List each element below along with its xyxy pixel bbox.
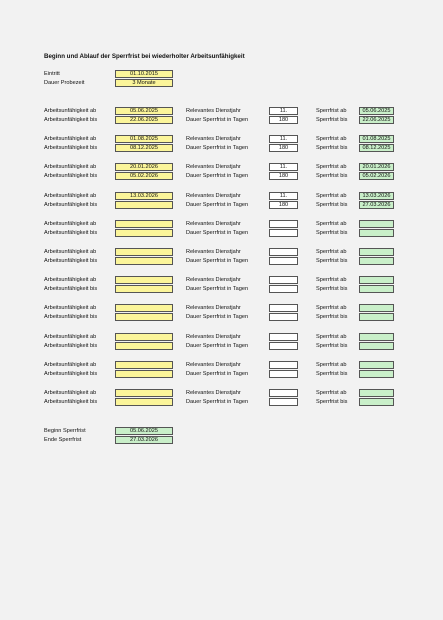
sperrfrist-bis-value: 22.06.2025 bbox=[359, 116, 394, 124]
au-ab-field[interactable] bbox=[115, 276, 173, 284]
sperrfrist-ab-label: Sperrfrist ab bbox=[316, 362, 347, 368]
sperrfrist-bis-value bbox=[359, 370, 394, 378]
sperrfrist-bis-label: Sperrfrist bis bbox=[316, 145, 348, 151]
sperrfrist-bis-label: Sperrfrist bis bbox=[316, 314, 348, 320]
sperrfrist-bis-value bbox=[359, 313, 394, 321]
dauer-value bbox=[269, 313, 298, 321]
au-bis-field[interactable]: 08.12.2025 bbox=[115, 144, 173, 152]
au-ab-field[interactable] bbox=[115, 389, 173, 397]
au-ab-field[interactable] bbox=[115, 248, 173, 256]
sperrfrist-ab-value bbox=[359, 304, 394, 312]
au-ab-label: Arbeitsunfähigkeit ab bbox=[44, 136, 97, 142]
au-ab-field[interactable]: 13.03.2026 bbox=[115, 192, 173, 200]
au-bis-field[interactable] bbox=[115, 398, 173, 406]
sperrfrist-ab-label: Sperrfrist ab bbox=[316, 249, 347, 255]
au-bis-field[interactable] bbox=[115, 342, 173, 350]
dauer-value: 180 bbox=[269, 201, 298, 209]
dauer-label: Dauer Sperrfrist in Tagen bbox=[186, 314, 249, 320]
sperrfrist-bis-value bbox=[359, 257, 394, 265]
sperrfrist-bis-label: Sperrfrist bis bbox=[316, 343, 348, 349]
dienstjahr-label: Relevantes Dienstjahr bbox=[186, 193, 241, 199]
dienstjahr-label: Relevantes Dienstjahr bbox=[186, 362, 241, 368]
sperrfrist-ab-value bbox=[359, 220, 394, 228]
dauer-label: Dauer Sperrfrist in Tagen bbox=[186, 145, 249, 151]
au-ab-label: Arbeitsunfähigkeit ab bbox=[44, 390, 97, 396]
au-bis-label: Arbeitsunfähigkeit bis bbox=[44, 230, 98, 236]
au-bis-field[interactable] bbox=[115, 201, 173, 209]
page-title: Beginn und Ablauf der Sperrfrist bei wiederholter Arbeitsunfähigkeit bbox=[44, 53, 245, 60]
au-bis-field[interactable]: 05.02.2026 bbox=[115, 172, 173, 180]
au-bis-field[interactable] bbox=[115, 313, 173, 321]
au-bis-label: Arbeitsunfähigkeit bis bbox=[44, 371, 98, 377]
au-ab-label: Arbeitsunfähigkeit ab bbox=[44, 193, 97, 199]
au-bis-label: Arbeitsunfähigkeit bis bbox=[44, 343, 98, 349]
dienstjahr-value bbox=[269, 333, 298, 341]
dienstjahr-label: Relevantes Dienstjahr bbox=[186, 136, 241, 142]
au-ab-field[interactable]: 01.08.2025 bbox=[115, 135, 173, 143]
au-ab-label: Arbeitsunfähigkeit ab bbox=[44, 164, 97, 170]
au-bis-field[interactable] bbox=[115, 257, 173, 265]
sperrfrist-ab-value bbox=[359, 276, 394, 284]
dauer-label: Dauer Sperrfrist in Tagen bbox=[186, 371, 249, 377]
au-bis-label: Arbeitsunfähigkeit bis bbox=[44, 286, 98, 292]
sperrfrist-ab-label: Sperrfrist ab bbox=[316, 221, 347, 227]
sperrfrist-ab-label: Sperrfrist ab bbox=[316, 277, 347, 283]
dienstjahr-value bbox=[269, 304, 298, 312]
beginn-sperrfrist-label: Beginn Sperrfrist bbox=[44, 428, 86, 434]
dauer-value bbox=[269, 398, 298, 406]
dienstjahr-label: Relevantes Dienstjahr bbox=[186, 108, 241, 114]
au-bis-label: Arbeitsunfähigkeit bis bbox=[44, 314, 98, 320]
sperrfrist-bis-value bbox=[359, 285, 394, 293]
sperrfrist-ab-value bbox=[359, 248, 394, 256]
au-bis-label: Arbeitsunfähigkeit bis bbox=[44, 258, 98, 264]
sperrfrist-ab-value bbox=[359, 333, 394, 341]
dienstjahr-value: 11. bbox=[269, 192, 298, 200]
probezeit-field[interactable]: 3 Monate bbox=[115, 79, 173, 87]
dienstjahr-label: Relevantes Dienstjahr bbox=[186, 305, 241, 311]
au-ab-label: Arbeitsunfähigkeit ab bbox=[44, 249, 97, 255]
dauer-value bbox=[269, 257, 298, 265]
sperrfrist-bis-label: Sperrfrist bis bbox=[316, 117, 348, 123]
dauer-label: Dauer Sperrfrist in Tagen bbox=[186, 173, 249, 179]
sperrfrist-bis-value: 27.03.2026 bbox=[359, 201, 394, 209]
dauer-label: Dauer Sperrfrist in Tagen bbox=[186, 286, 249, 292]
sperrfrist-ab-value bbox=[359, 389, 394, 397]
dauer-value: 180 bbox=[269, 144, 298, 152]
au-ab-field[interactable]: 05.06.2025 bbox=[115, 107, 173, 115]
sperrfrist-ab-label: Sperrfrist ab bbox=[316, 334, 347, 340]
sperrfrist-bis-label: Sperrfrist bis bbox=[316, 202, 348, 208]
sperrfrist-bis-value bbox=[359, 398, 394, 406]
ende-sperrfrist-value: 27.03.2026 bbox=[115, 436, 173, 444]
sperrfrist-ab-value: 05.06.2025 bbox=[359, 107, 394, 115]
au-bis-field[interactable]: 22.06.2025 bbox=[115, 116, 173, 124]
dauer-label: Dauer Sperrfrist in Tagen bbox=[186, 230, 249, 236]
au-bis-field[interactable] bbox=[115, 370, 173, 378]
sperrfrist-ab-label: Sperrfrist ab bbox=[316, 164, 347, 170]
sperrfrist-ab-value: 01.08.2025 bbox=[359, 135, 394, 143]
au-bis-label: Arbeitsunfähigkeit bis bbox=[44, 173, 98, 179]
dienstjahr-label: Relevantes Dienstjahr bbox=[186, 390, 241, 396]
sperrfrist-ab-label: Sperrfrist ab bbox=[316, 108, 347, 114]
sperrfrist-ab-value: 20.01.2026 bbox=[359, 163, 394, 171]
au-ab-label: Arbeitsunfähigkeit ab bbox=[44, 108, 97, 114]
dienstjahr-value bbox=[269, 248, 298, 256]
dauer-value bbox=[269, 342, 298, 350]
sperrfrist-bis-label: Sperrfrist bis bbox=[316, 399, 348, 405]
sperrfrist-bis-label: Sperrfrist bis bbox=[316, 258, 348, 264]
sperrfrist-bis-value: 05.02.2026 bbox=[359, 172, 394, 180]
sperrfrist-bis-label: Sperrfrist bis bbox=[316, 230, 348, 236]
dauer-label: Dauer Sperrfrist in Tagen bbox=[186, 399, 249, 405]
dauer-value: 180 bbox=[269, 172, 298, 180]
au-ab-field[interactable] bbox=[115, 333, 173, 341]
au-ab-field[interactable] bbox=[115, 220, 173, 228]
au-ab-label: Arbeitsunfähigkeit ab bbox=[44, 362, 97, 368]
sperrfrist-bis-label: Sperrfrist bis bbox=[316, 173, 348, 179]
dauer-value bbox=[269, 285, 298, 293]
sperrfrist-ab-label: Sperrfrist ab bbox=[316, 305, 347, 311]
sperrfrist-bis-label: Sperrfrist bis bbox=[316, 371, 348, 377]
au-bis-label: Arbeitsunfähigkeit bis bbox=[44, 399, 98, 405]
dauer-label: Dauer Sperrfrist in Tagen bbox=[186, 202, 249, 208]
au-bis-label: Arbeitsunfähigkeit bis bbox=[44, 117, 98, 123]
dauer-label: Dauer Sperrfrist in Tagen bbox=[186, 117, 249, 123]
dienstjahr-value bbox=[269, 389, 298, 397]
dienstjahr-label: Relevantes Dienstjahr bbox=[186, 277, 241, 283]
au-ab-field[interactable] bbox=[115, 361, 173, 369]
au-ab-label: Arbeitsunfähigkeit ab bbox=[44, 221, 97, 227]
au-ab-label: Arbeitsunfähigkeit ab bbox=[44, 334, 97, 340]
au-bis-field[interactable] bbox=[115, 285, 173, 293]
dienstjahr-label: Relevantes Dienstjahr bbox=[186, 221, 241, 227]
dauer-value: 180 bbox=[269, 116, 298, 124]
au-ab-label: Arbeitsunfähigkeit ab bbox=[44, 305, 97, 311]
sperrfrist-bis-value bbox=[359, 229, 394, 237]
sperrfrist-bis-value: 08.12.2025 bbox=[359, 144, 394, 152]
sperrfrist-bis-value bbox=[359, 342, 394, 350]
ende-sperrfrist-label: Ende Sperrfrist bbox=[44, 437, 82, 443]
dauer-label: Dauer Sperrfrist in Tagen bbox=[186, 258, 249, 264]
eintritt-label: Eintritt bbox=[44, 71, 60, 77]
dienstjahr-label: Relevantes Dienstjahr bbox=[186, 334, 241, 340]
dauer-value bbox=[269, 229, 298, 237]
dienstjahr-value bbox=[269, 361, 298, 369]
dienstjahr-value: 11. bbox=[269, 135, 298, 143]
probezeit-label: Dauer Probezeit bbox=[44, 80, 85, 86]
sperrfrist-ab-value bbox=[359, 361, 394, 369]
dienstjahr-value: 11. bbox=[269, 107, 298, 115]
dauer-value bbox=[269, 370, 298, 378]
beginn-sperrfrist-value: 05.06.2025 bbox=[115, 427, 173, 435]
sperrfrist-ab-label: Sperrfrist ab bbox=[316, 193, 347, 199]
eintritt-field[interactable]: 01.10.2015 bbox=[115, 70, 173, 78]
dienstjahr-label: Relevantes Dienstjahr bbox=[186, 249, 241, 255]
au-ab-field[interactable]: 20.01.2026 bbox=[115, 163, 173, 171]
sperrfrist-ab-value: 13.03.2026 bbox=[359, 192, 394, 200]
au-ab-field[interactable] bbox=[115, 304, 173, 312]
dienstjahr-value: 11. bbox=[269, 163, 298, 171]
au-bis-label: Arbeitsunfähigkeit bis bbox=[44, 202, 98, 208]
au-ab-label: Arbeitsunfähigkeit ab bbox=[44, 277, 97, 283]
sperrfrist-bis-label: Sperrfrist bis bbox=[316, 286, 348, 292]
sperrfrist-ab-label: Sperrfrist ab bbox=[316, 136, 347, 142]
au-bis-label: Arbeitsunfähigkeit bis bbox=[44, 145, 98, 151]
dienstjahr-value bbox=[269, 276, 298, 284]
dienstjahr-label: Relevantes Dienstjahr bbox=[186, 164, 241, 170]
dauer-label: Dauer Sperrfrist in Tagen bbox=[186, 343, 249, 349]
sperrfrist-ab-label: Sperrfrist ab bbox=[316, 390, 347, 396]
au-bis-field[interactable] bbox=[115, 229, 173, 237]
dienstjahr-value bbox=[269, 220, 298, 228]
